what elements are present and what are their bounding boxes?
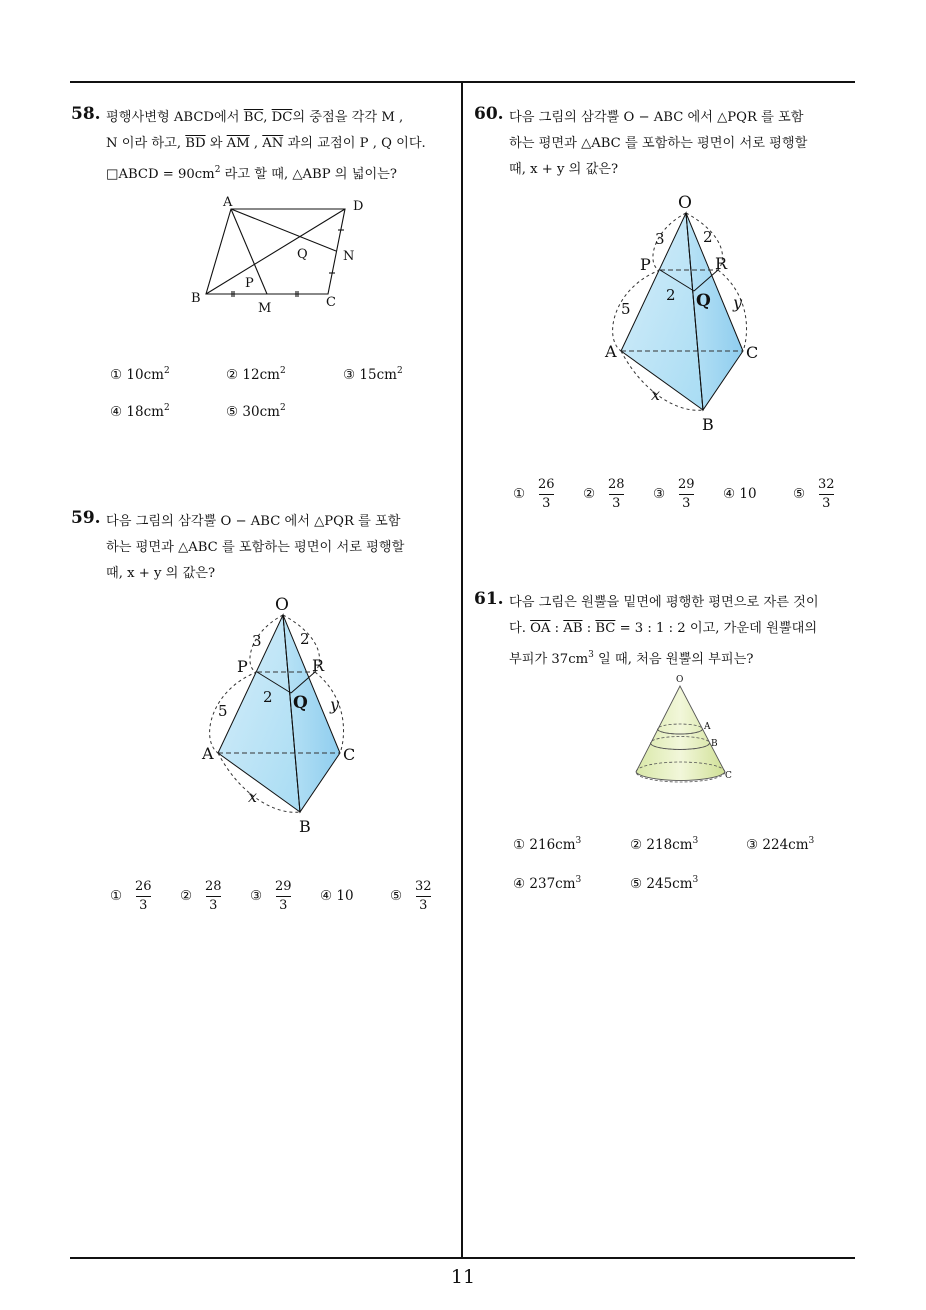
choice-4[interactable]: ④ 10 <box>320 888 354 904</box>
pyramid-figure-60 <box>593 188 773 438</box>
choice-5[interactable]: ⑤ <box>793 486 806 502</box>
label-p: P <box>640 255 651 274</box>
label-c: C <box>326 295 336 310</box>
label-2-top: 2 <box>300 630 310 648</box>
segment-ab: $\overline{AB}$ <box>563 621 583 636</box>
choice-5[interactable]: ⑤ $245cm^3$ <box>630 875 699 892</box>
problem-number: 60. <box>474 104 504 124</box>
segment-bc: $\overline{BC}$ <box>243 110 264 125</box>
segment-oa: $\overline{OA}$ <box>530 621 551 636</box>
problem-number: 58. <box>71 104 101 124</box>
label-n: N <box>343 249 355 264</box>
pyramid-figure-59 <box>190 590 370 840</box>
label-q: Q <box>293 693 308 713</box>
label-a: A <box>202 744 214 763</box>
label-b: B <box>191 291 201 306</box>
problem-number: 61. <box>474 589 504 609</box>
label-b: B <box>711 739 718 749</box>
problem-text: 다음 그림은 원뿔을 밑면에 평행한 평면으로 자른 것이 다. $\overline{OA}$ : $\overline{AB}$ : $\overline{BC} = 3$ : 1 : 2 이고, 가운데 원뿔대의 부피가 $37cm^3$ 일 때, 처음 원뿔의 부피는? <box>509 595 819 667</box>
fraction: 28 3 <box>205 879 222 913</box>
bottom-rule <box>70 1257 855 1259</box>
label-o: O <box>676 675 684 685</box>
label-c: C <box>343 745 356 764</box>
segment-am: $\overline{AM}$ <box>226 136 250 151</box>
fraction: 26 3 <box>135 879 152 913</box>
label-c: C <box>725 771 732 781</box>
label-a: A <box>223 195 233 210</box>
label-x: x <box>248 787 258 806</box>
label-o: O <box>678 193 692 213</box>
fraction: 28 3 <box>608 477 625 511</box>
segment-dc: $\overline{DC}$ <box>271 110 293 125</box>
label-3: 3 <box>655 230 665 248</box>
label-2-mid: 2 <box>666 286 676 304</box>
label-d: D <box>353 199 364 214</box>
choice-1[interactable]: ① $216cm^3$ <box>513 836 582 853</box>
fraction: 29 3 <box>275 879 292 913</box>
label-y: y <box>733 293 743 312</box>
label-p: P <box>237 657 248 676</box>
label-x: x <box>651 385 661 404</box>
problem-text: 다음 그림의 삼각뿔 O − ABC 에서 △PQR 를 포함 하는 평면과 △ABC 를 포함하는 평면이 서로 평행할 때, x + y 의 값은? <box>106 514 405 581</box>
choice-3[interactable]: ③ $224cm^3$ <box>746 836 815 853</box>
choice-3[interactable]: ③ $15cm^2$ <box>343 366 403 383</box>
label-2-top: 2 <box>703 228 713 246</box>
choice-2[interactable]: ② <box>583 486 596 502</box>
label-5: 5 <box>621 300 631 318</box>
label-b: B <box>702 415 714 434</box>
label-m: M <box>258 301 272 316</box>
problem-number: 59. <box>71 508 101 528</box>
page-number: 11 <box>450 1266 476 1288</box>
choice-1[interactable]: ① $10cm^2$ <box>110 366 170 383</box>
fraction: 26 3 <box>538 477 555 511</box>
problem-text: 평행사변형 ABCD에서 $\overline{BC}$, $\overline{DC}$의 중점을 각각 M , N 이라 하고, $\overline{BD}$ 와 $\overline{AM}$ , $\overline{AN}$ 과의 교점이 P , Q 이다. □ABCD = $90cm^2$ 라고 할 때, △ABP 의 넓이는? <box>106 110 426 182</box>
choice-3[interactable]: ③ <box>250 888 263 904</box>
label-2-mid: 2 <box>263 688 273 706</box>
choice-2[interactable]: ② $12cm^2$ <box>226 366 286 383</box>
label-3: 3 <box>252 632 262 650</box>
problem-text: 다음 그림의 삼각뿔 O − ABC 에서 △PQR 를 포함 하는 평면과 △ABC 를 포함하는 평면이 서로 평행할 때, x + y 의 값은? <box>509 110 808 177</box>
label-q: Q <box>297 247 308 262</box>
segment-bc: $\overline{BC}$ <box>595 621 616 636</box>
choice-2[interactable]: ② $218cm^3$ <box>630 836 699 853</box>
choice-2[interactable]: ② <box>180 888 193 904</box>
label-b: B <box>299 817 311 836</box>
label-r: R <box>715 254 728 273</box>
segment-bd: $\overline{BD}$ <box>185 136 206 151</box>
choice-1[interactable]: ① <box>110 888 123 904</box>
parallelogram-figure <box>185 190 375 320</box>
fraction: 29 3 <box>678 477 695 511</box>
label-q: Q <box>696 291 711 311</box>
label-a: A <box>704 722 711 732</box>
choice-4[interactable]: ④ $237cm^3$ <box>513 875 582 892</box>
fraction: 32 3 <box>415 879 432 913</box>
cone-figure <box>626 672 746 797</box>
label-5: 5 <box>218 702 228 720</box>
choice-4[interactable]: ④ $18cm^2$ <box>110 403 170 420</box>
label-y: y <box>330 695 340 714</box>
column-divider <box>461 83 463 1258</box>
choice-3[interactable]: ③ <box>653 486 666 502</box>
choice-5[interactable]: ⑤ $30cm^2$ <box>226 403 286 420</box>
choice-4[interactable]: ④ 10 <box>723 486 757 502</box>
segment-an: $\overline{AN}$ <box>262 136 284 151</box>
choice-1[interactable]: ① <box>513 486 526 502</box>
label-p: P <box>245 276 254 291</box>
label-a: A <box>605 342 617 361</box>
label-r: R <box>312 656 325 675</box>
label-c: C <box>746 343 759 362</box>
label-o: O <box>275 595 289 615</box>
choice-5[interactable]: ⑤ <box>390 888 403 904</box>
fraction: 32 3 <box>818 477 835 511</box>
